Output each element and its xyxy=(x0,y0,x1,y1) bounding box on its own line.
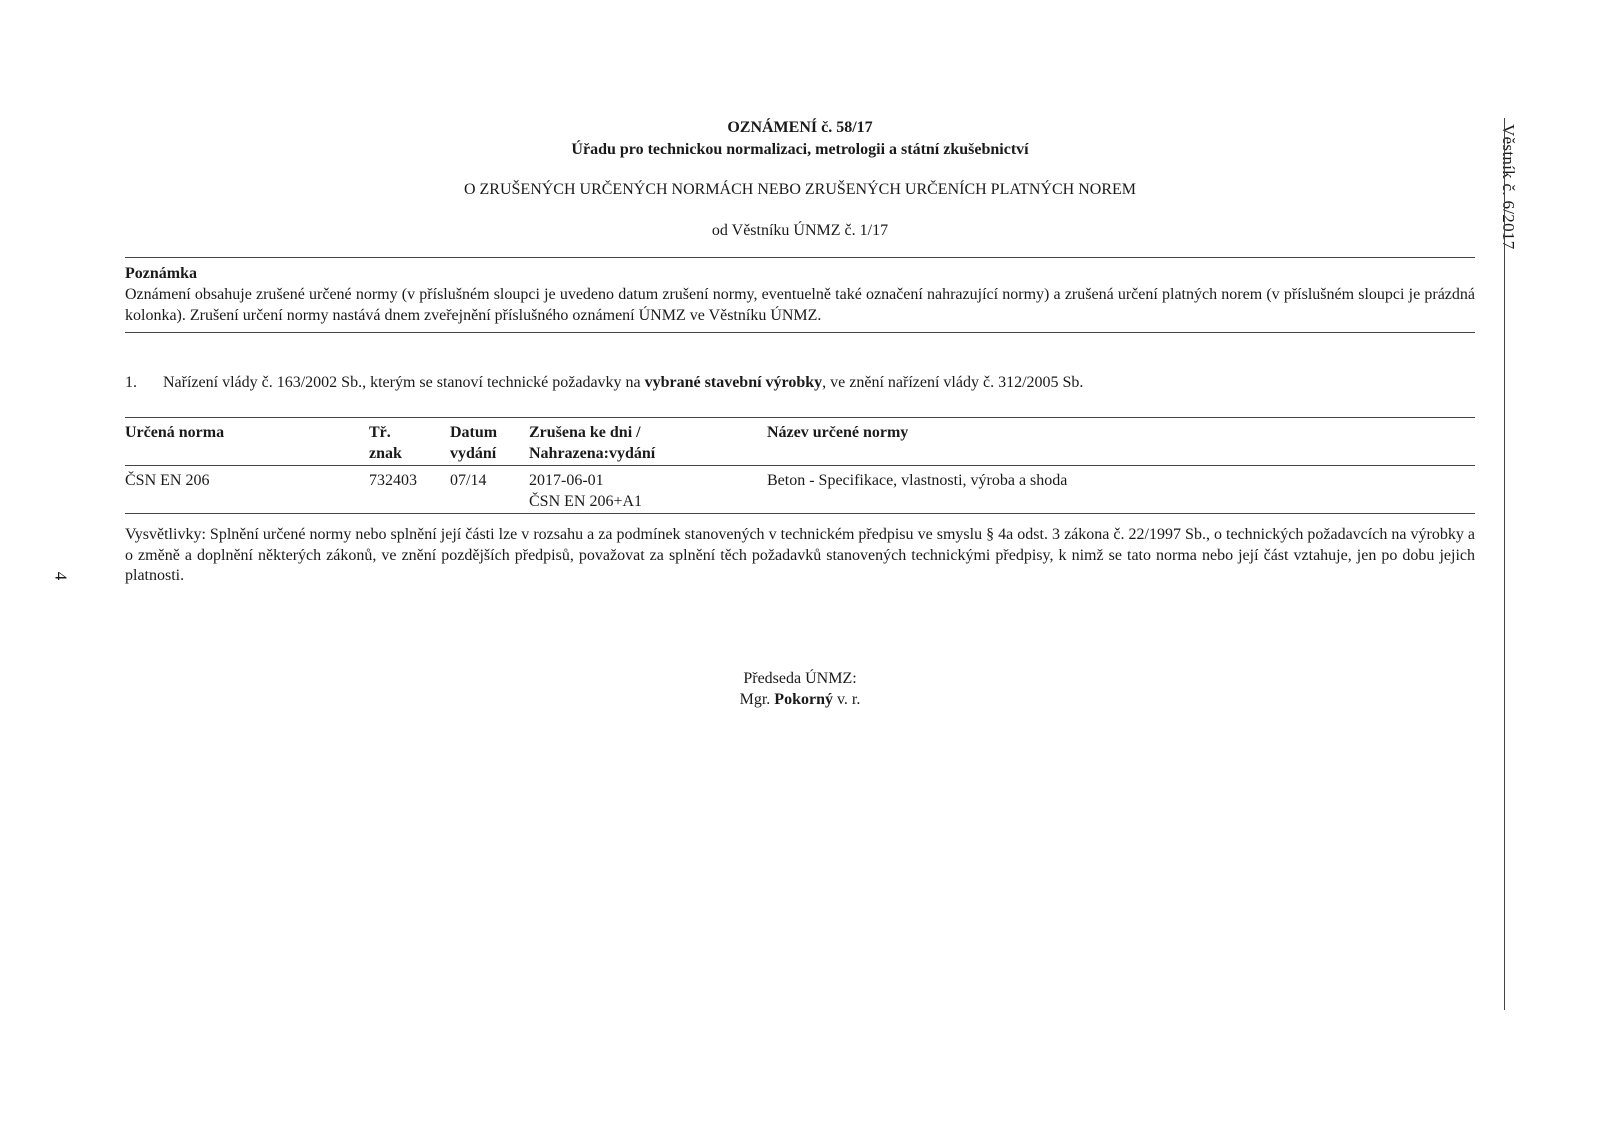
section-heading xyxy=(125,374,1475,392)
cell-class: 732403 xyxy=(369,472,417,489)
section-text-after: , ve znění nařízení vlády č. 312/2005 Sb. xyxy=(822,374,1084,391)
divider-note xyxy=(125,332,1475,333)
explanation-text: Vysvětlivky: Splnění určené normy nebo splnění její části lze v rozsahu a za podmínek stanovených v technickém předpisu ve smyslu § 4a odst. 3 zákona č. 22/1997 Sb., o technických požadavcích na výrobky a o změně a doplnění některých zákonů, ve znění pozdějších předpisů, považovat za splnění těch požadavků stanovených technickými předpisy, k nimž se tato norma nebo její část vztahuje, jen po dobu jejich platnosti. xyxy=(125,526,1475,584)
table-rule-top xyxy=(125,417,1475,418)
note-title: Poznámka xyxy=(125,265,197,282)
header-class xyxy=(369,423,402,464)
section-text-before: Nařízení vlády č. 163/2002 Sb., kterým se stanoví technické požadavky na xyxy=(163,374,645,391)
header-cancel-line1: Zrušena ke dni / xyxy=(529,424,641,441)
signature-name xyxy=(125,691,1475,709)
notice-issuer: Úřadu pro technickou normalizaci, metrologii a státní zkušebnictví xyxy=(571,141,1029,158)
header-date-line1: Datum xyxy=(450,424,498,441)
signature-surname: Pokorný xyxy=(774,691,833,708)
signature-role: Předseda ÚNMZ: xyxy=(743,670,857,687)
notice-heading: O ZRUŠENÝCH URČENÝCH NORMÁCH NEBO ZRUŠENÝCH URČENÍCH PLATNÝCH NOREM xyxy=(463,181,1137,198)
notice-source: od Věstníku ÚNMZ č. 1/17 xyxy=(711,222,889,239)
table-rule-header xyxy=(125,465,1475,466)
signature-prefix: Mgr. xyxy=(739,691,775,708)
header-norm: Určená norma xyxy=(125,424,225,441)
header-cancel xyxy=(529,423,655,464)
section-text-bold: vybrané stavební výrobky xyxy=(644,374,823,391)
header-date-line2: vydání xyxy=(450,444,497,462)
side-rule xyxy=(1504,118,1505,1010)
header-cancel-line2: Nahrazena:vydání xyxy=(529,444,656,462)
cell-norm: ČSN EN 206 xyxy=(125,472,210,489)
cell-replacement: ČSN EN 206+A1 xyxy=(529,492,643,510)
cell-name: Beton - Specifikace, vlastnosti, výroba a shoda xyxy=(767,472,1068,489)
header-date xyxy=(450,423,497,464)
header-class-line2: znak xyxy=(369,444,402,462)
note-text: Oznámení obsahuje zrušené určené normy (v příslušném sloupci je uvedeno datum zrušení normy, eventuelně také označení nahrazující normy) a zrušená určení platných norem (v příslušném sloupci je prázdná kolonka). Zrušení určení normy nastává dnem zveřejnění příslušného oznámení ÚNMZ ve Věstníku ÚNMZ. xyxy=(125,286,1475,324)
section-number: 1. xyxy=(125,374,137,391)
notice-title: OZNÁMENÍ č. 58/17 xyxy=(727,119,873,136)
cell-date: 07/14 xyxy=(450,472,487,489)
cell-cancel xyxy=(529,471,642,512)
table-rule-bottom xyxy=(125,513,1475,514)
cell-cancel-date: 2017-06-01 xyxy=(529,472,604,489)
divider-top xyxy=(125,257,1475,258)
bulletin-side-label: Věstník č. 6/2017 xyxy=(1499,124,1518,250)
page-number: 4 xyxy=(51,571,71,581)
header-class-line1: Tř. xyxy=(369,424,391,441)
signature-suffix: v. r. xyxy=(832,691,861,708)
header-name: Název určené normy xyxy=(767,424,909,441)
